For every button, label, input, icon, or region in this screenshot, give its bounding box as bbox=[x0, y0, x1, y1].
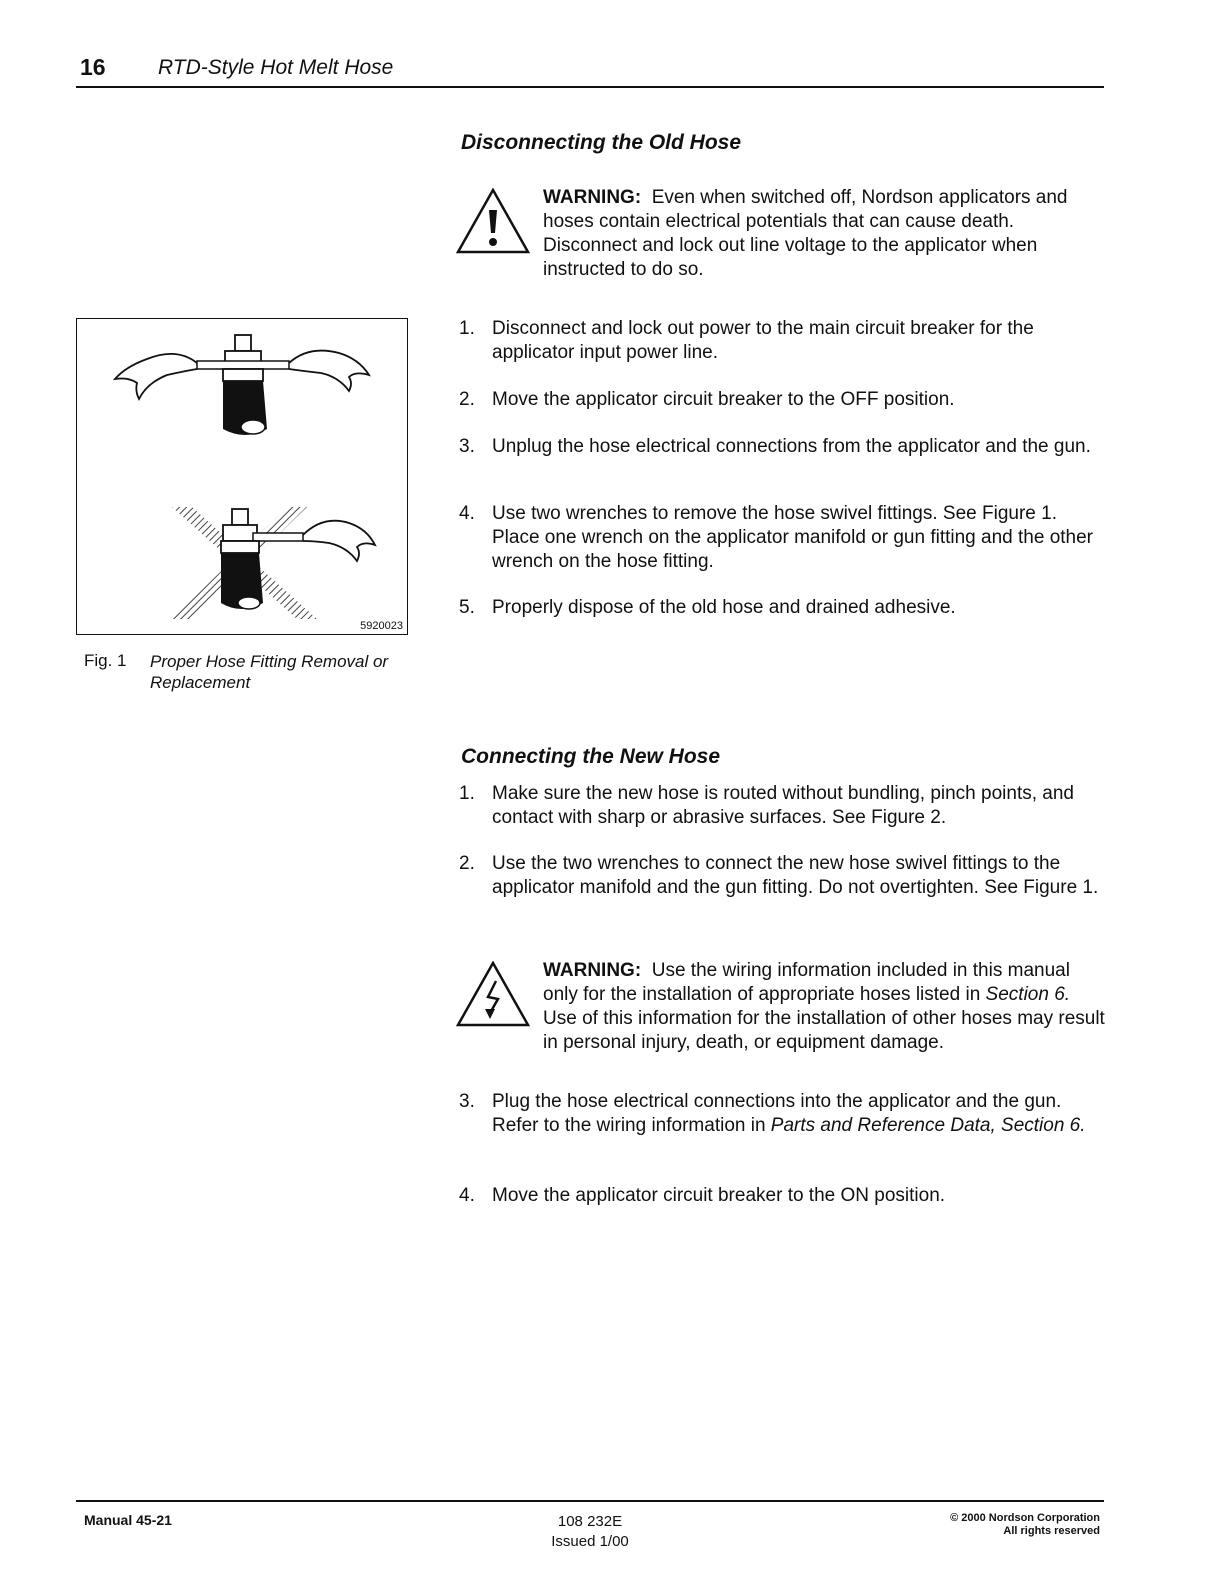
step-number: 2. bbox=[459, 389, 475, 410]
manual-number: Manual 45-21 bbox=[84, 1512, 172, 1528]
step-number: 1. bbox=[459, 783, 475, 804]
step-number: 1. bbox=[459, 318, 475, 339]
step-text: Properly dispose of the old hose and drained adhesive. bbox=[492, 597, 956, 618]
list-item bbox=[459, 388, 1109, 414]
list-item bbox=[459, 502, 1109, 576]
warning-connect bbox=[456, 959, 1116, 1059]
warning-body: Even when switched off, Nordson applicators and hoses contain electrical potentials that can cause death. Disconnect and lock out line voltage to the applicator when instructed to do so. bbox=[543, 187, 1068, 280]
figure-caption: Proper Hose Fitting Removal or Replacement bbox=[150, 652, 389, 692]
step-number: 4. bbox=[459, 1185, 475, 1206]
document-info bbox=[540, 1512, 640, 1552]
list-item bbox=[459, 1184, 1109, 1210]
step-text: Unplug the hose electrical connections from the applicator and the gun. bbox=[492, 436, 1091, 457]
incorrect-method-illustration bbox=[172, 507, 375, 619]
list-item bbox=[459, 1090, 1109, 1164]
step-text: Make sure the new hose is routed without bundling, pinch points, and contact with sharp or abrasive surfaces. See Figure 2. bbox=[492, 783, 1074, 828]
copyright-block bbox=[950, 1512, 1100, 1538]
list-item bbox=[459, 317, 1109, 367]
page-number: 16 bbox=[80, 54, 106, 80]
step-text-body: Plug the hose electrical connections into the applicator and the gun. Refer to the wiring information in bbox=[492, 1091, 1062, 1136]
step-number: 3. bbox=[459, 1091, 475, 1112]
part-number: 108 232E bbox=[557, 1513, 623, 1530]
warning-text bbox=[543, 186, 1105, 282]
step-text: Move the applicator circuit breaker to the ON position. bbox=[492, 1185, 946, 1206]
warning-section-ref: Section 6. bbox=[985, 984, 1071, 1005]
step-number: 5. bbox=[459, 597, 475, 618]
step-number: 2. bbox=[459, 853, 475, 874]
step-text: Move the applicator circuit breaker to the OFF position. bbox=[492, 389, 955, 410]
step-text: Use two wrenches to remove the hose swivel fittings. See Figure 1. Place one wrench on the applicator manifold or gun fitting and the other wrench on the hose fitting. bbox=[492, 503, 1093, 572]
header-rule bbox=[76, 86, 1104, 88]
rights-reserved: All rights reserved bbox=[1003, 1525, 1100, 1537]
step-text bbox=[492, 1090, 1107, 1138]
footer-rule bbox=[76, 1500, 1104, 1502]
warning-body: Use the wiring information included in this manual only for the installation of appropriate hoses listed in bbox=[543, 960, 1070, 1005]
warning-text bbox=[543, 959, 1105, 1055]
list-item bbox=[459, 782, 1109, 832]
step-text-reference: Parts and Reference Data, Section 6. bbox=[770, 1115, 1086, 1136]
warning-label: WARNING: bbox=[543, 187, 642, 208]
list-item bbox=[459, 435, 1109, 485]
issue-date: Issued 1/00 bbox=[551, 1533, 629, 1550]
step-number: 4. bbox=[459, 503, 475, 524]
wrench-fitting-illustration bbox=[77, 319, 406, 633]
warning-disconnect bbox=[456, 186, 1116, 282]
step-number: 3. bbox=[459, 436, 475, 457]
section-title-disconnect: Disconnecting the Old Hose bbox=[461, 131, 742, 154]
warning-label: WARNING: bbox=[543, 960, 642, 981]
correct-method-illustration bbox=[115, 335, 369, 435]
section-title-connect: Connecting the New Hose bbox=[461, 745, 721, 768]
warning-electrical-icon bbox=[456, 961, 530, 1027]
list-item bbox=[459, 596, 1109, 622]
step-text: Disconnect and lock out power to the main circuit breaker for the applicator input power line. bbox=[492, 318, 1034, 363]
step-text: Use the two wrenches to connect the new hose swivel fittings to the applicator manifold and the gun fitting. Do not overtighten. See Figure 1. bbox=[492, 853, 1099, 898]
figure-label: Fig. 1 bbox=[84, 651, 127, 670]
copyright: © 2000 Nordson Corporation bbox=[950, 1512, 1100, 1524]
list-item bbox=[459, 852, 1109, 926]
warning-exclamation-icon bbox=[456, 188, 530, 254]
figure-code: 5920023 bbox=[360, 620, 403, 632]
running-title: RTD-Style Hot Melt Hose bbox=[158, 56, 394, 79]
warning-body-cont: Use of this information for the installation of other hoses may result in personal injury, death, or equipment damage. bbox=[543, 1008, 1105, 1053]
figure-1 bbox=[76, 318, 408, 635]
